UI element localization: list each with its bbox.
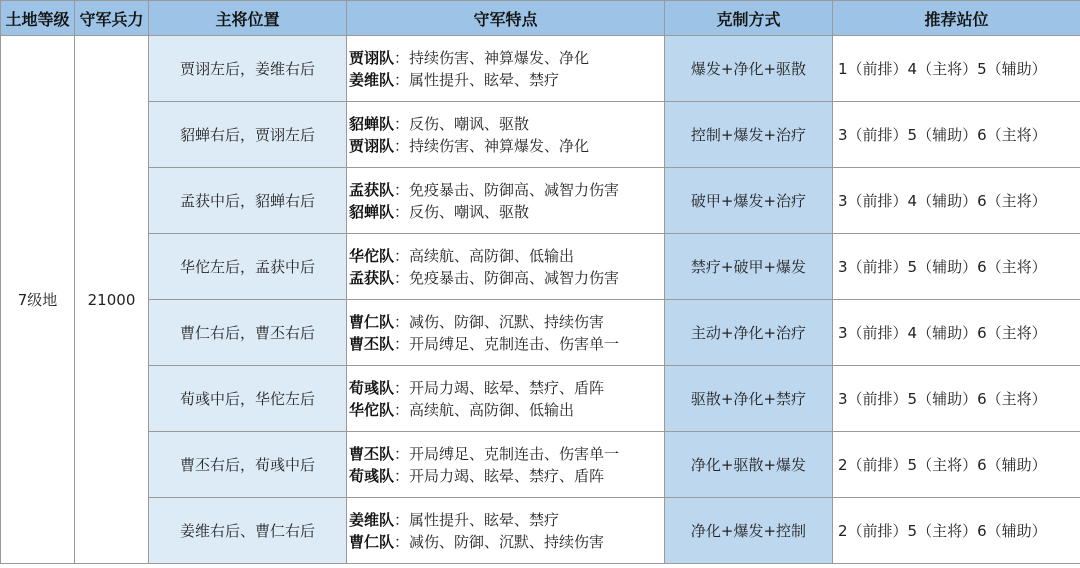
troops-cell: 21000 xyxy=(75,36,149,564)
station-cell: 2（前排）5（主将）6（辅助） xyxy=(833,432,1080,498)
team-name: 贾诩队 xyxy=(349,136,395,155)
team-separator: ： xyxy=(394,510,410,529)
features-cell xyxy=(347,234,665,300)
feature-line xyxy=(349,245,664,267)
team-separator: ： xyxy=(394,444,410,463)
team-name: 貂蝉队 xyxy=(349,114,395,133)
table-row xyxy=(1,300,1080,366)
header-counter: 克制方式 xyxy=(665,1,833,36)
header-troops: 守军兵力 xyxy=(75,1,149,36)
table-row xyxy=(1,168,1080,234)
general-position-cell: 曹仁右后，曹丕右后 xyxy=(149,300,347,366)
team-separator: ： xyxy=(394,202,410,221)
station-cell: 3（前排）5（辅助）6（主将） xyxy=(833,102,1080,168)
station-cell: 3（前排）5（辅助）6（主将） xyxy=(833,234,1080,300)
counter-cell: 禁疗+破甲+爆发 xyxy=(665,234,833,300)
header-station: 推荐站位 xyxy=(833,1,1080,36)
feature-line xyxy=(349,135,664,157)
general-position-cell: 姜维右后、曹仁右后 xyxy=(149,498,347,564)
station-cell: 3（前排）5（辅助）6（主将） xyxy=(833,366,1080,432)
team-separator: ： xyxy=(394,114,410,133)
table-row xyxy=(1,432,1080,498)
team-name: 孟获队 xyxy=(349,268,395,287)
team-separator: ： xyxy=(394,180,410,199)
feature-line xyxy=(349,69,664,91)
feature-line xyxy=(349,399,664,421)
features-cell xyxy=(347,168,665,234)
team-description: 持续伤害、神算爆发、净化 xyxy=(409,136,590,155)
team-description: 开局力竭、眩晕、禁疗、盾阵 xyxy=(409,378,605,397)
general-position-cell: 貂蝉右后，贾诩左后 xyxy=(149,102,347,168)
counter-cell: 破甲+爆发+治疗 xyxy=(665,168,833,234)
team-description: 高续航、高防御、低输出 xyxy=(409,400,575,419)
general-position-cell: 贾诩左后，姜维右后 xyxy=(149,36,347,102)
feature-line xyxy=(349,509,664,531)
station-cell: 1（前排）4（主将）5（辅助） xyxy=(833,36,1080,102)
team-name: 曹仁队 xyxy=(349,532,395,551)
table-row xyxy=(1,366,1080,432)
team-description: 属性提升、眩晕、禁疗 xyxy=(409,510,560,529)
general-position-cell: 孟获中后，貂蝉右后 xyxy=(149,168,347,234)
table-row xyxy=(1,234,1080,300)
features-cell xyxy=(347,366,665,432)
team-name: 曹仁队 xyxy=(349,312,395,331)
header-general-position: 主将位置 xyxy=(149,1,347,36)
team-separator: ： xyxy=(394,400,410,419)
station-cell: 3（前排）4（辅助）6（主将） xyxy=(833,300,1080,366)
team-description: 开局力竭、眩晕、禁疗、盾阵 xyxy=(409,466,605,485)
team-description: 减伤、防御、沉默、持续伤害 xyxy=(409,312,605,331)
team-description: 反伤、嘲讽、驱散 xyxy=(409,202,530,221)
counter-cell: 净化+驱散+爆发 xyxy=(665,432,833,498)
team-name: 曹丕队 xyxy=(349,334,395,353)
feature-line xyxy=(349,465,664,487)
table-row xyxy=(1,36,1080,102)
team-separator: ： xyxy=(394,532,410,551)
features-cell xyxy=(347,300,665,366)
counter-cell: 净化+爆发+控制 xyxy=(665,498,833,564)
team-separator: ： xyxy=(394,48,410,67)
team-separator: ： xyxy=(394,334,410,353)
team-name: 孟获队 xyxy=(349,180,395,199)
features-cell xyxy=(347,102,665,168)
team-description: 持续伤害、神算爆发、净化 xyxy=(409,48,590,67)
header-land-level: 土地等级 xyxy=(1,1,75,36)
team-separator: ： xyxy=(394,378,410,397)
counter-cell: 驱散+净化+禁疗 xyxy=(665,366,833,432)
station-cell: 3（前排）4（辅助）6（主将） xyxy=(833,168,1080,234)
team-description: 开局缚足、克制连击、伤害单一 xyxy=(409,444,620,463)
feature-line xyxy=(349,267,664,289)
counter-cell: 主动+净化+治疗 xyxy=(665,300,833,366)
team-name: 姜维队 xyxy=(349,70,395,89)
header-row xyxy=(1,1,1080,36)
team-description: 开局缚足、克制连击、伤害单一 xyxy=(409,334,620,353)
team-separator: ： xyxy=(394,312,410,331)
team-name: 荀彧队 xyxy=(349,378,395,397)
feature-line xyxy=(349,201,664,223)
header-features: 守军特点 xyxy=(347,1,665,36)
table-row xyxy=(1,102,1080,168)
team-description: 免疫暴击、防御高、减智力伤害 xyxy=(409,180,620,199)
station-cell: 2（前排）5（主将）6（辅助） xyxy=(833,498,1080,564)
feature-line xyxy=(349,47,664,69)
counter-cell: 爆发+净化+驱散 xyxy=(665,36,833,102)
team-description: 免疫暴击、防御高、减智力伤害 xyxy=(409,268,620,287)
feature-line xyxy=(349,113,664,135)
team-separator: ： xyxy=(394,136,410,155)
team-description: 高续航、高防御、低输出 xyxy=(409,246,575,265)
team-separator: ： xyxy=(394,70,410,89)
team-name: 貂蝉队 xyxy=(349,202,395,221)
land-level-cell: 7级地 xyxy=(1,36,75,564)
feature-line xyxy=(349,377,664,399)
team-name: 荀彧队 xyxy=(349,466,395,485)
feature-line xyxy=(349,531,664,553)
features-cell xyxy=(347,432,665,498)
feature-line xyxy=(349,443,664,465)
team-description: 减伤、防御、沉默、持续伤害 xyxy=(409,532,605,551)
team-separator: ： xyxy=(394,268,410,287)
feature-line xyxy=(349,311,664,333)
features-cell xyxy=(347,36,665,102)
team-description: 反伤、嘲讽、驱散 xyxy=(409,114,530,133)
team-name: 华佗队 xyxy=(349,246,395,265)
team-name: 贾诩队 xyxy=(349,48,395,67)
team-description: 属性提升、眩晕、禁疗 xyxy=(409,70,560,89)
team-separator: ： xyxy=(394,466,410,485)
feature-line xyxy=(349,333,664,355)
team-name: 姜维队 xyxy=(349,510,395,529)
general-position-cell: 曹丕右后，荀彧中后 xyxy=(149,432,347,498)
team-separator: ： xyxy=(394,246,410,265)
general-position-cell: 华佗左后，孟获中后 xyxy=(149,234,347,300)
features-cell xyxy=(347,498,665,564)
feature-line xyxy=(349,179,664,201)
counter-cell: 控制+爆发+治疗 xyxy=(665,102,833,168)
table-body xyxy=(1,36,1080,564)
team-name: 曹丕队 xyxy=(349,444,395,463)
general-position-cell: 荀彧中后，华佗左后 xyxy=(149,366,347,432)
team-name: 华佗队 xyxy=(349,400,395,419)
table-row xyxy=(1,498,1080,564)
